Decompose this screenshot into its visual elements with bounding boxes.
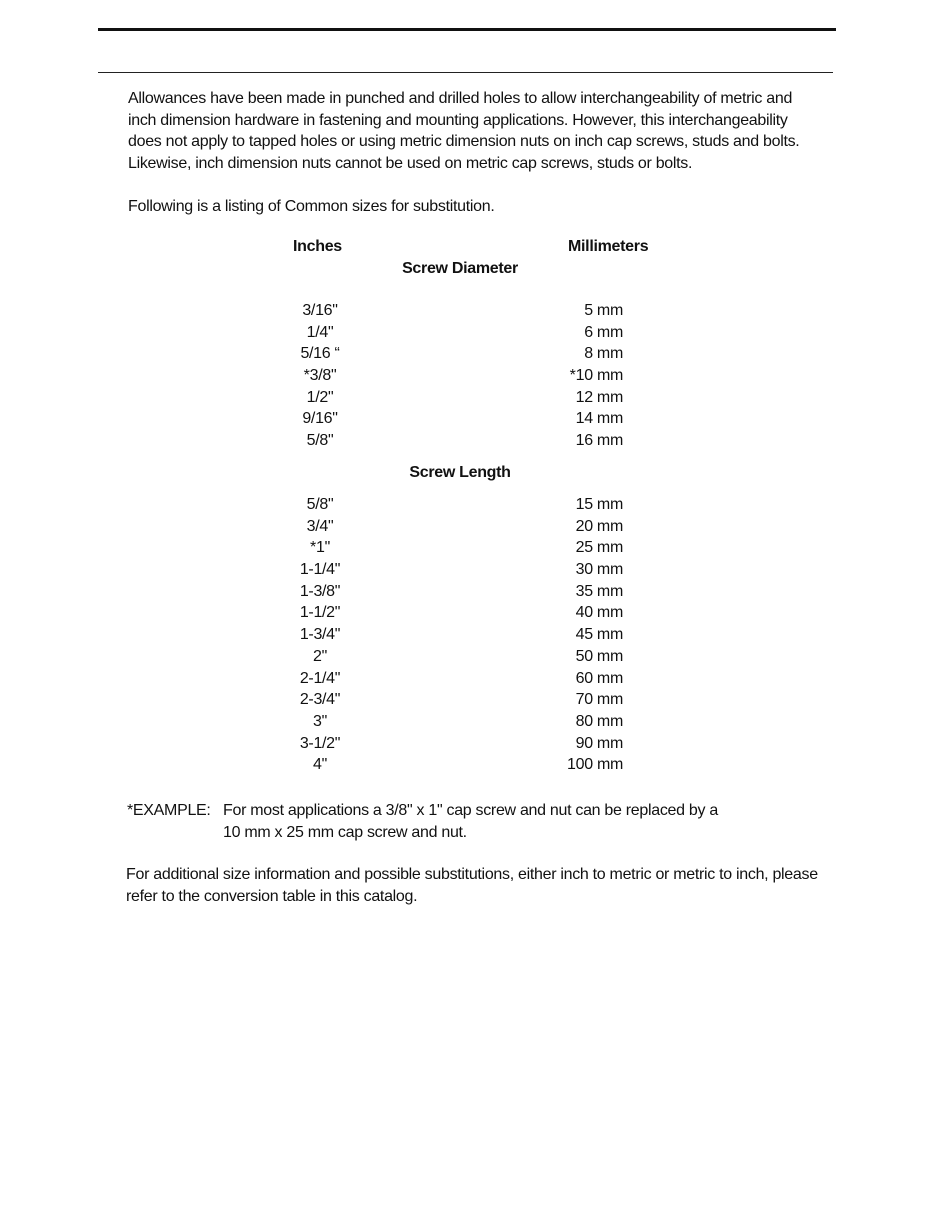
table-row — [0, 410, 935, 432]
inch-value: 1/4" — [306, 323, 334, 341]
table-row — [0, 735, 935, 757]
table-row — [0, 367, 935, 389]
intro-line: Allowances have been made in punched and drilled holes to allow interchangeability of metric and — [128, 90, 793, 107]
inch-value: 1-1/4" — [299, 561, 341, 579]
mm-value: 80 mm — [575, 712, 623, 730]
final-paragraph — [126, 864, 826, 907]
example-line: For most applications a 3/8" x 1" cap screw and nut can be replaced by a — [223, 802, 718, 819]
mm-value: 14 mm — [575, 410, 623, 428]
mm-value: 60 mm — [575, 669, 623, 687]
header-rule-thin — [98, 72, 833, 73]
mm-value: 6 mm — [584, 323, 623, 341]
mm-value: *10 mm — [569, 367, 623, 385]
table-row — [0, 496, 935, 518]
final-line: For additional size information and possible substitutions, either inch to metric or metric to inch, please — [126, 866, 818, 883]
table-row — [0, 518, 935, 540]
inches-header: Inches — [293, 238, 342, 255]
inch-value: 5/8" — [306, 496, 334, 513]
mm-value: 35 mm — [575, 582, 623, 600]
intro-line: does not apply to tapped holes or using metric dimension nuts on inch cap screws, studs and bolts. — [128, 133, 800, 150]
table-row — [0, 626, 935, 648]
screw-length-table — [0, 496, 935, 778]
inch-value: 1-3/4" — [299, 626, 341, 644]
table-row — [0, 389, 935, 411]
table-row — [0, 648, 935, 670]
intro-line: Likewise, inch dimension nuts cannot be used on metric cap screws, studs or bolts. — [128, 154, 693, 172]
mm-value: 8 mm — [584, 345, 623, 363]
mm-value: 40 mm — [575, 604, 623, 622]
inch-value: 3-1/2" — [299, 734, 341, 752]
table-row — [0, 713, 935, 735]
example-line: 10 mm x 25 mm cap screw and nut. — [223, 824, 467, 841]
table-row — [0, 583, 935, 605]
mm-value: 45 mm — [575, 626, 623, 644]
millimeters-header: Millimeters — [568, 238, 649, 255]
inch-value: 2-1/4" — [299, 669, 341, 687]
inch-value: 9/16" — [302, 410, 338, 428]
screw-length-heading: Screw Length — [409, 464, 511, 481]
mm-value: 25 mm — [575, 539, 623, 557]
mm-value: 90 mm — [575, 734, 623, 752]
table-row — [0, 539, 935, 561]
example-text — [223, 800, 783, 844]
mm-value: 5 mm — [584, 302, 623, 319]
table-row — [0, 670, 935, 692]
inch-value: 5/16 “ — [300, 345, 340, 363]
inch-value: 1-1/2" — [299, 604, 341, 622]
table-row — [0, 302, 935, 324]
intro-line: inch dimension hardware in fastening and mounting applications. However, this interchangeability — [128, 111, 788, 129]
header-rule-thick — [98, 28, 836, 31]
inch-value: 1/2" — [306, 388, 334, 406]
inch-value: 2-3/4" — [299, 691, 341, 709]
table-row — [0, 561, 935, 583]
mm-value: 16 mm — [575, 432, 623, 450]
inch-value: 5/8" — [306, 432, 334, 450]
final-line: refer to the conversion table in this catalog. — [126, 887, 418, 905]
table-row — [0, 691, 935, 713]
mm-value: 12 mm — [575, 388, 623, 406]
table-row — [0, 324, 935, 346]
mm-value: 20 mm — [575, 517, 623, 535]
intro-paragraph — [128, 88, 818, 174]
inch-value: 2" — [313, 647, 327, 665]
mm-value: 100 mm — [567, 756, 623, 774]
inch-value: 3/4" — [306, 517, 334, 535]
mm-value: 30 mm — [575, 561, 623, 579]
following-text: Following is a listing of Common sizes for substitution. — [128, 198, 495, 215]
inch-value: 3/16" — [302, 302, 338, 319]
screw-diameter-heading: Screw Diameter — [402, 260, 518, 277]
inch-value: 4" — [313, 756, 327, 774]
table-row — [0, 604, 935, 626]
inch-value: *1" — [310, 539, 330, 557]
example-label: *EXAMPLE: — [127, 802, 211, 819]
mm-value: 15 mm — [575, 496, 623, 513]
table-row — [0, 756, 935, 778]
screw-diameter-table — [0, 302, 935, 454]
mm-value: 70 mm — [575, 691, 623, 709]
inch-value: 3" — [313, 712, 327, 730]
mm-value: 50 mm — [575, 647, 623, 665]
table-row — [0, 345, 935, 367]
inch-value: 1-3/8" — [299, 582, 341, 600]
inch-value: *3/8" — [303, 367, 337, 385]
table-row — [0, 432, 935, 454]
